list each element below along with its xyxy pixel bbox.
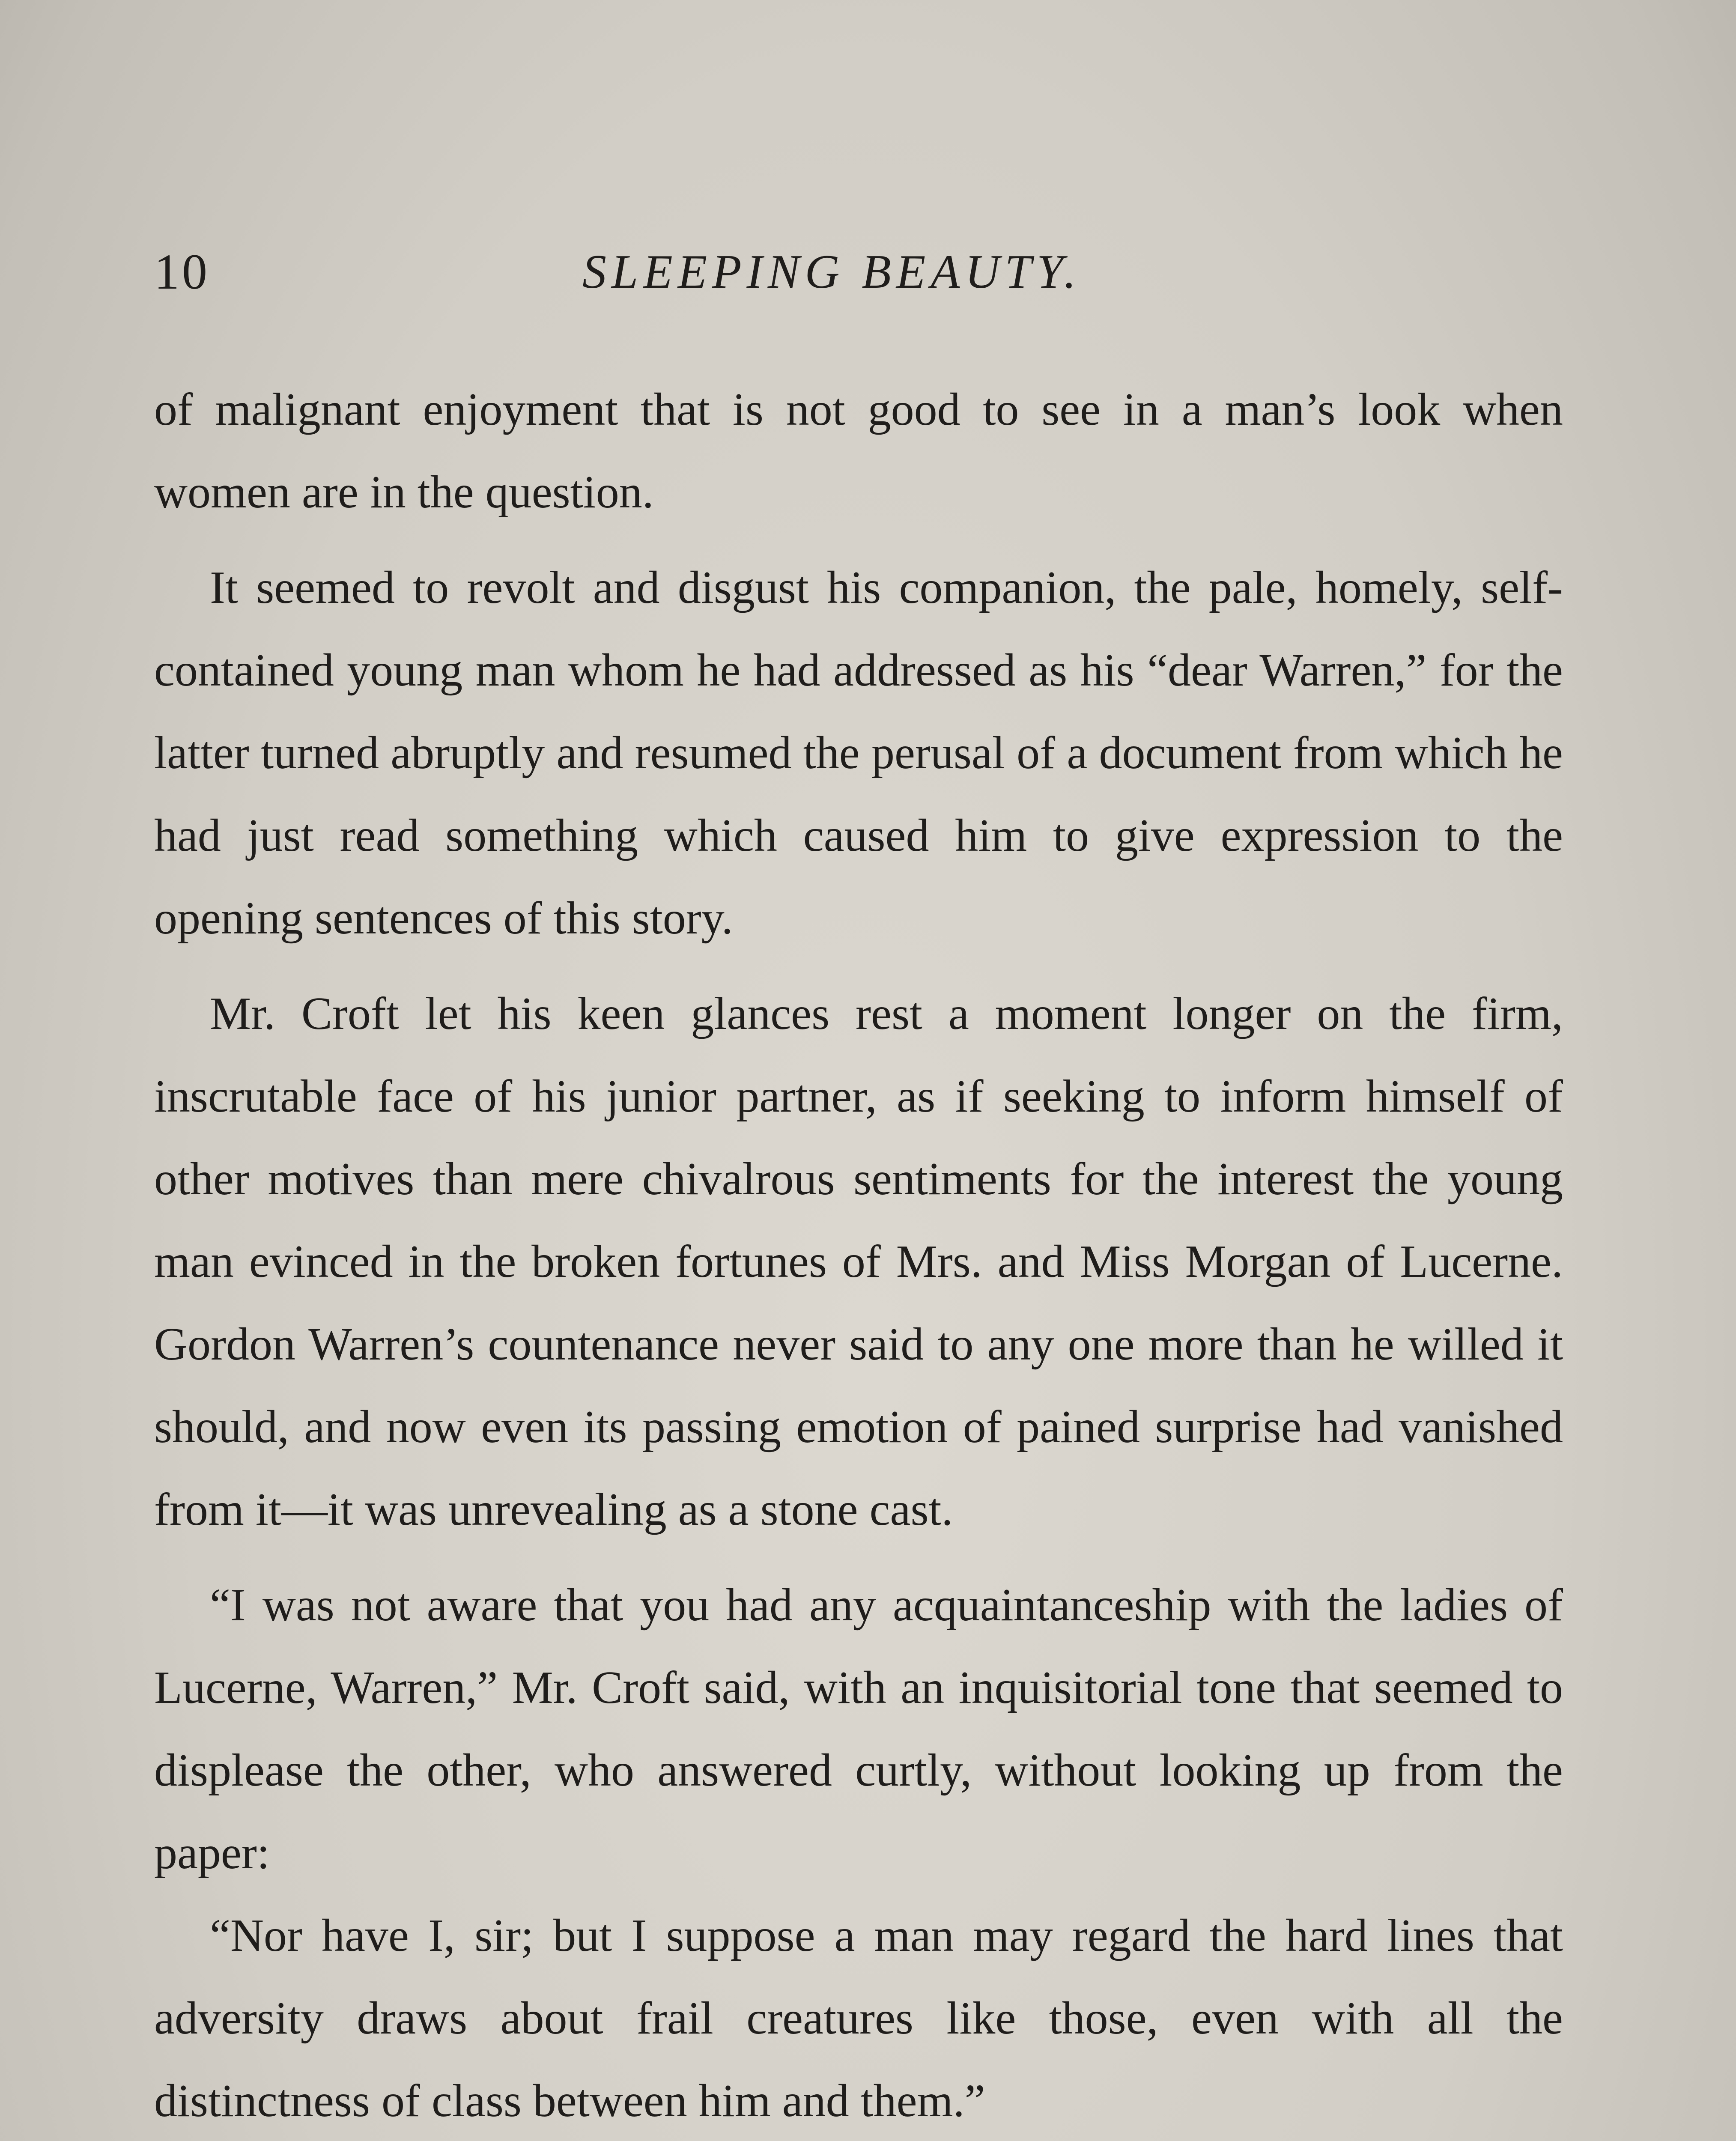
paragraph-continuation: of malignant enjoyment that is not good to see in a man’s look when women are in the question. xyxy=(154,384,1563,518)
page-number: 10 xyxy=(154,244,210,300)
paragraph: It seemed to revolt and disgust his companion, the pale, homely, self-contained young man whom he had addressed as his “dear Warren,” for the latter turned abruptly and resumed the perusal of a document from which he had just read something which caused him to give expression to the opening sentences of this story. xyxy=(154,562,1563,944)
paragraph: Mr. Croft let his keen glances rest a moment longer on the firm, inscrutable face of his junior partner, as if seeking to inform himself of other motives than mere chivalrous sentiments for the interest the young man evinced in the broken fortunes of Mrs. and Miss Morgan of Lucerne. Gordon Warren’s countenance never said to any one more than he willed it should, and now even its passing emotion of pained surprise had vanished from it—it was unrevealing as a stone cast. xyxy=(154,988,1563,1535)
running-head xyxy=(154,240,1563,304)
body-text xyxy=(154,368,1563,2141)
running-title: SLEEPING BEAUTY. xyxy=(582,245,1081,298)
paragraph: “Nor have I, sir; but I suppose a man may regard the hard lines that adversity draws about frail creatures like those, even with all the distinctness of class between him and them.” xyxy=(154,1910,1563,2126)
paragraph: “I was not aware that you had any acquaintanceship with the ladies of Lucerne, Warren,” Mr. Croft said, with an inquisitorial tone that seemed to displease the other, who answered curtly, without looking up from the paper: xyxy=(154,1580,1563,1879)
